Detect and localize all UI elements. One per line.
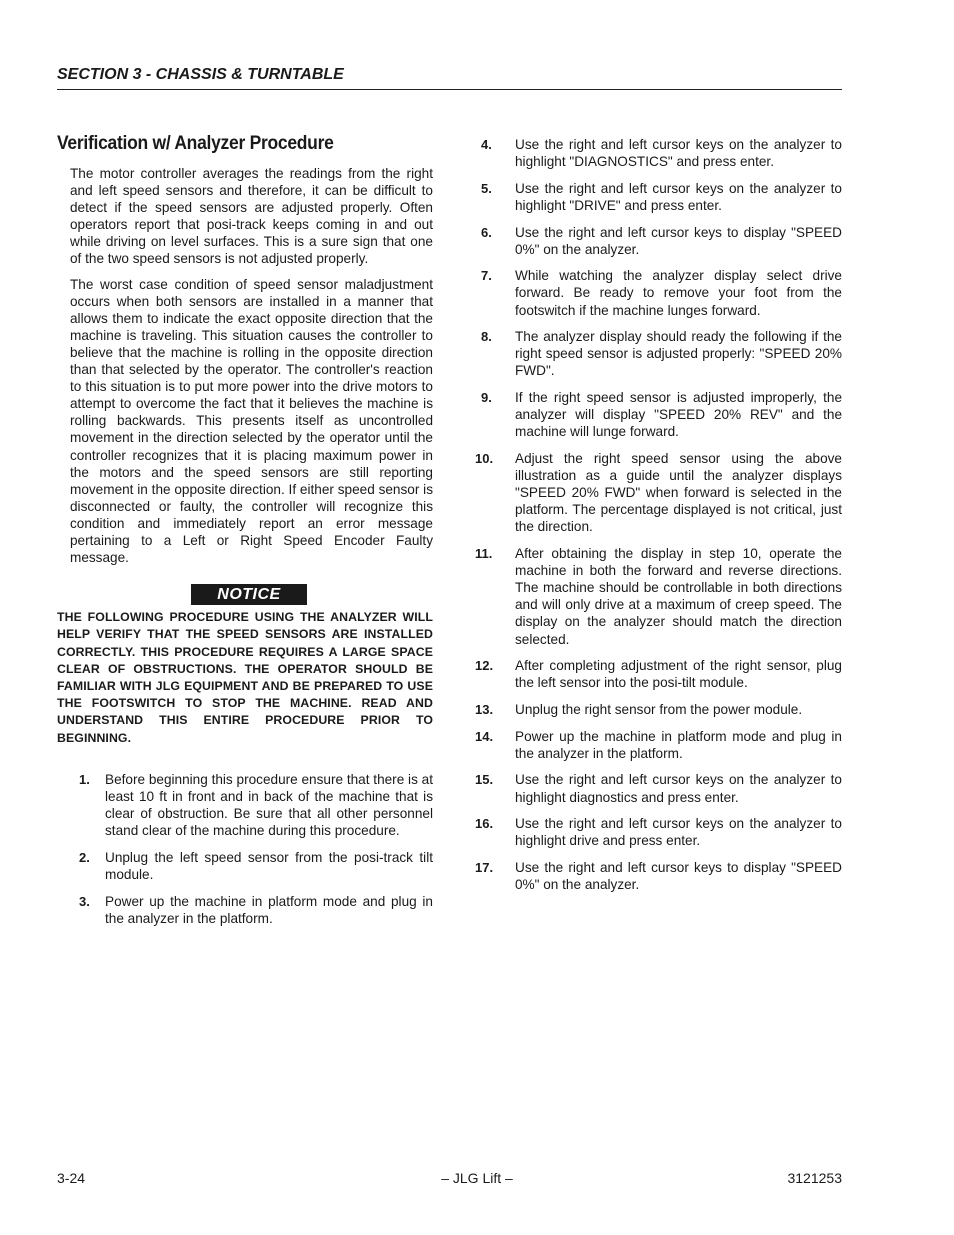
- section-heading: Verification w/ Analyzer Procedure: [57, 133, 334, 154]
- step-number: 11.: [475, 546, 493, 562]
- footer-doc-number: 3121253: [787, 1170, 842, 1186]
- step-number: 7.: [481, 268, 492, 284]
- step-number: 17.: [475, 860, 494, 875]
- notice-block: [57, 584, 433, 605]
- step-number: 15.: [475, 772, 494, 788]
- step-text: Use the right and left cursor keys on the analyzer to highlight drive and press enter.: [515, 816, 842, 849]
- step-text: While watching the analyzer display select drive forward. Be ready to remove your foot from the footswitch if the machine lunges forward.: [515, 268, 842, 318]
- step-text: If the right speed sensor is adjusted improperly, the analyzer will display "SPEED 20% REV" and the machine will lunge forward.: [515, 390, 842, 440]
- footer-center-text: – JLG Lift –: [441, 1170, 513, 1186]
- procedure-step: [475, 267, 842, 318]
- step-number: 16.: [475, 816, 494, 832]
- procedure-step: [57, 849, 433, 883]
- step-number: 12.: [475, 658, 494, 674]
- step-text: Unplug the right sensor from the power module.: [515, 701, 803, 717]
- procedure-step: [475, 180, 842, 214]
- step-text: Use the right and left cursor keys on the analyzer to highlight "DIAGNOSTICS" and press enter.: [515, 137, 842, 170]
- step-number: 13.: [475, 701, 494, 717]
- left-column: [57, 133, 433, 936]
- step-text: Power up the machine in platform mode and plug in the analyzer in the platform.: [515, 728, 842, 761]
- step-text: Use the right and left cursor keys to display "SPEED 0%" on the analyzer.: [515, 224, 842, 257]
- procedure-steps-right: [475, 136, 842, 893]
- step-number: 4.: [481, 137, 492, 152]
- procedure-step: [475, 224, 842, 258]
- procedure-step: [475, 657, 842, 691]
- procedure-steps-left: [57, 771, 433, 927]
- step-text: After obtaining the display in step 10, operate the machine in both the forward and reverse directions. The machine should be controllable in both directions and will only drive at a maximum of creep speed. The display on the analyzer should match the direction selected.: [515, 546, 842, 647]
- procedure-step: [475, 771, 842, 805]
- step-text: Use the right and left cursor keys on the analyzer to highlight "DRIVE" and press enter.: [515, 180, 842, 213]
- step-text: Use the right and left cursor keys on the analyzer to highlight diagnostics and press enter.: [515, 772, 842, 805]
- procedure-step: [475, 859, 842, 893]
- intro-paragraph: The motor controller averages the readings from the right and left speed sensors and therefore, it can be difficult to detect if the speed sensors are adjusted properly. Often operators report that posi-track keeps coming in and out while driving on level surfaces. This is a sure sign that one of the two speed sensors is not adjusted properly.: [70, 166, 433, 267]
- procedure-step: [475, 728, 842, 762]
- procedure-step: [57, 771, 433, 839]
- step-number: 6.: [481, 224, 492, 240]
- procedure-step: [475, 815, 842, 849]
- step-number: 5.: [481, 180, 492, 196]
- procedure-step: [57, 893, 433, 927]
- step-number: 8.: [481, 329, 492, 345]
- procedure-step: [475, 389, 842, 440]
- step-text: Power up the machine in platform mode and plug in the analyzer in the platform.: [105, 893, 433, 926]
- procedure-step: [475, 701, 842, 718]
- procedure-step: [475, 450, 842, 535]
- step-number: 1.: [79, 771, 90, 787]
- notice-text: THE FOLLOWING PROCEDURE USING THE ANALYZER WILL HELP VERIFY THAT THE SPEED SENSORS ARE INSTALLED CORRECTLY. THIS PROCEDURE REQUIRES A LARGE SPACE CLEAR OF OBSTRUCTIONS. THE OPERATOR SHOULD BE FAMILIAR WITH JLG EQUIPMENT AND BE PREPARED TO USE THE FOOTSWITCH TO STOP THE MACHINE. READ AND UNDERSTAND THIS ENTIRE PROCEDURE PRIOR TO BEGINNING.: [57, 610, 433, 745]
- step-number: 3.: [79, 893, 90, 909]
- step-text: Use the right and left cursor keys to display "SPEED 0%" on the analyzer.: [515, 860, 842, 893]
- step-text: After completing adjustment of the right sensor, plug the left sensor into the posi-tilt module.: [515, 658, 842, 691]
- step-number: 9.: [481, 390, 492, 406]
- intro-paragraph: The worst case condition of speed sensor maladjustment occurs when both sensors are installed in a manner that allows them to indicate the exact opposite direction that the machine is traveling. This situation causes the controller to believe that the machine is rolling in the opposite direction than that selected by the operator. The controller's reaction to this situation is to put more power into the drive motors to attempt to overcome the fact that it believes the machine is rolling backwards. This presents itself as uncontrolled movement in the direction selected by the operator until the controller recognizes that it is placing maximum power in the motors and the speed sensors are still reporting movement in the opposite direction. If either speed sensor is disconnected or faulty, the controller will recognize this condition and immediately report an error message pertaining to a Left or Right Speed Encoder Faulty message.: [70, 276, 433, 566]
- procedure-step: [475, 545, 842, 648]
- step-text: The analyzer display should ready the following if the right speed sensor is adjusted properly: "SPEED 20% FWD".: [515, 329, 842, 379]
- section-header-title: SECTION 3 - CHASSIS & TURNTABLE: [57, 66, 344, 83]
- step-number: 10.: [475, 450, 494, 466]
- step-text: Unplug the left speed sensor from the posi-track tilt module.: [105, 849, 433, 882]
- header-rule: [57, 89, 842, 90]
- step-text: Adjust the right speed sensor using the above illustration as a guide until the analyzer displays "SPEED 20% FWD" when forward is selected in the platform. The percentage displayed is not critical, just the direction.: [515, 450, 842, 535]
- right-column: [475, 136, 842, 903]
- procedure-step: [475, 328, 842, 379]
- step-number: 14.: [475, 728, 494, 744]
- notice-badge: NOTICE: [191, 584, 307, 605]
- step-number: 2.: [79, 849, 90, 865]
- procedure-step: [475, 136, 842, 170]
- footer-page-number: 3-24: [57, 1170, 86, 1186]
- step-text: Before beginning this procedure ensure that there is at least 10 ft in front and in back of the machine that is clear of obstruction. Be sure that all other personnel stand clear of the machine during this procedure.: [105, 771, 433, 839]
